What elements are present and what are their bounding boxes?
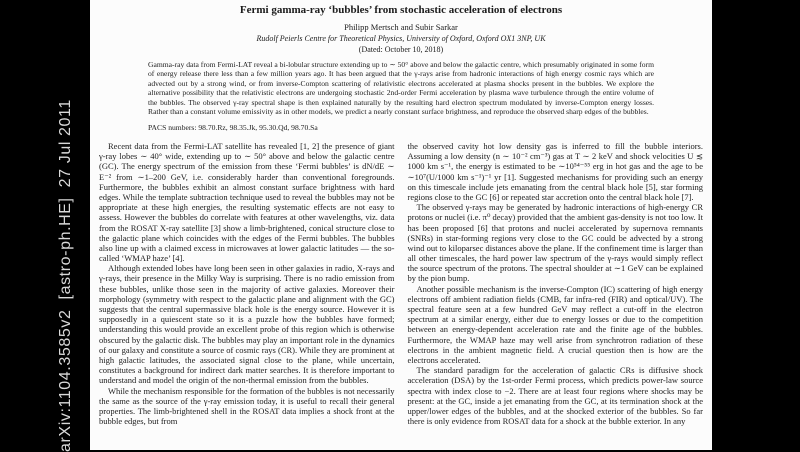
body-paragraph: Another possible mechanism is the inverse-Compton (IC) scattering of high energy electrons off ambient radiation fields (CMB, far infra-red (FIR) and optical/UV). The spectral feature seen at a few hundred GeV may reflect a cut-off in the electron spectrum at a similar energy, either due to energy losses or due to the competition between an energy-dependent acceleration rate and the finite age of the bubbles. Furthermore, the WMAP haze may well arise from synchrotron radiation of these electrons in the ambient magnetic field. A crucial question then is how are the electrons accelerated. bbox=[407, 283, 703, 365]
body-paragraph: the observed cavity hot low density gas is inferred to fill the bubble interiors. Assuming a low density (n ∼ 10⁻² cm⁻³) gas at T ∼ 2 keV and shock velocities U ≲ 1000 km s⁻¹, the energy is estimated to be ∼10⁵⁴⁻⁵⁵ erg in hot gas and the age to be ∼10⁷(U/1000 km s⁻¹)⁻¹ yr [1]. Suggested mechanisms for providing such an energy on this timescale include jets emanating from the central black hole [5], star forming regions close to the GC [6] or repeated star accretion onto the central black hole [7]. bbox=[407, 141, 703, 202]
paper-title: Fermi gamma-ray ‘bubbles’ from stochastic acceleration of electrons bbox=[239, 4, 563, 16]
paper-abstract: Gamma-ray data from Fermi-LAT reveal a bi-lobular structure extending up to ∼ 50° above and below the galactic centre, which presumably originated in some form of energy release there less than a few million years ago. It has been argued that the γ-rays arise from hadronic interactions of high energy cosmic rays which are advected out by a strong wind, or from inverse-Compton scattering of relativistic electrons accelerated at plasma shocks present in the bubbles. We explore the alternative possibility that the relativistic electrons are undergoing stochastic 2nd-order Fermi acceleration by plasma wave turbulence through the entire volume of the bubbles. The observed γ-ray spectral shape is then explained naturally by the resulting hard electron spectrum modulated by inverse-Compton energy losses. Rather than a constant volume emissivity as in other models, we predict a nearly constant surface brightness, and reproduce the observed sharp edges of the bubbles. bbox=[148, 59, 654, 117]
right-column bbox=[408, 141, 704, 426]
paper-pacs-numbers: PACS numbers: 98.70.Rz, 98.35.Jk, 95.30.Qd, 98.70.Sa bbox=[148, 123, 318, 133]
paper-page bbox=[90, 0, 712, 450]
body-paragraph: The standard paradigm for the acceleration of galactic CRs is diffusive shock acceleration (DSA) by the 1st-order Fermi process, which predicts power-law source spectra with index close to −2. There are at least four regions where shocks may be present: at the GC, inside a jet emanating from the GC, at its termination shock at the upper/lower edges of the bubbles, and at the shocked exterior of the bubbles. So far there is only evidence from ROSAT data for a shock at the bubble exterior. In any bbox=[407, 365, 703, 427]
body-paragraph: Although extended lobes have long been seen in other galaxies in radio, X-rays and γ-rays, their presence in the Milky Way is surprising. There is no radio emission from these bubbles, unlike those seen in the majority of active galaxies. Moreover their morphology (symmetry with respect to the galactic plane and alignment with the GC) suggests that the central supermassive black hole is the energy source. However it is supposedly in a quiescent state so it is a puzzle how the bubbles have formed; understanding this would provide an excellent probe of this region which is otherwise obscured by the galactic disk. The bubbles may play an important role in the dynamics of our galaxy and constitute a source of cosmic rays (CR). While they are prominent at high galactic latitudes, the associated signal close to the plane, while uncertain, constitutes a background for indirect dark matter searches. It is therefore important to understand and model the origin of the non-thermal emission from the bubbles. bbox=[99, 263, 395, 386]
paper-date: (Dated: October 10, 2018) bbox=[358, 44, 444, 54]
paper-authors: Philipp Mertsch and Subir Sarkar bbox=[344, 21, 458, 32]
left-column bbox=[99, 141, 395, 426]
paper-body bbox=[90, 141, 712, 426]
body-paragraph: Recent data from the Fermi-LAT satellite has revealed [1, 2] the presence of giant γ-ray lobes ∼ 40° wide, extending up to ∼ 50° above and below the galactic centre (GC). The energy spectrum of the emission from these ‘Fermi bubbles’ is dN/dE ∼ E⁻² from ∼1–200 GeV, i.e. considerably harder than conventional foregrounds. Furthermore, the bubbles exhibit an almost constant surface brightness with hard edges. While the template subtraction technique used to reveal the bubbles may not be appropriate at these high energies, the resulting systematic effects are not easy to assess. However the bubbles do correlate with features at other wavelengths, viz. data from the ROSAT X-ray satellite [3] show a limb-brightened, conical structure close to the galactic plane which coincides with the edges of the Fermi bubbles. The bubbles also line up with a claimed excess in microwaves at lower galactic latitudes — the so-called ‘WMAP haze’ [4]. bbox=[99, 141, 395, 264]
arxiv-identifier-stamp: arXiv:1104.3585v2 [astro-ph.HE] 27 Jul 2011 bbox=[57, 99, 74, 452]
paper-affiliation: Rudolf Peierls Centre for Theoretical Physics, University of Oxford, Oxford OX1 3NP, UK bbox=[256, 33, 546, 43]
body-paragraph: The observed γ-rays may be generated by hadronic interactions of high-energy CR protons or nuclei (i.e. π⁰ decay) provided that the ambient gas-density is not too low. It has been proposed [6] that protons and nuclei accelerated by supernova remnants (SNRs) in star-forming regions very close to the GC could be advected by a strong wind out to kiloparsec distances above the plane. If the confinement time is larger than all other timescales, the hard power law spectrum of the γ-rays would simply reflect the source spectrum of the protons. The spectral shoulder at ∼1 GeV can be explained by the pion bump. bbox=[407, 202, 703, 284]
body-paragraph: While the mechanism responsible for the formation of the bubbles is not necessarily the same as the source of the γ-ray emission today, it is useful to recall their general properties. The limb-brightened shell in the ROSAT data implies a shock front at the bubble edges, but from bbox=[99, 385, 395, 427]
